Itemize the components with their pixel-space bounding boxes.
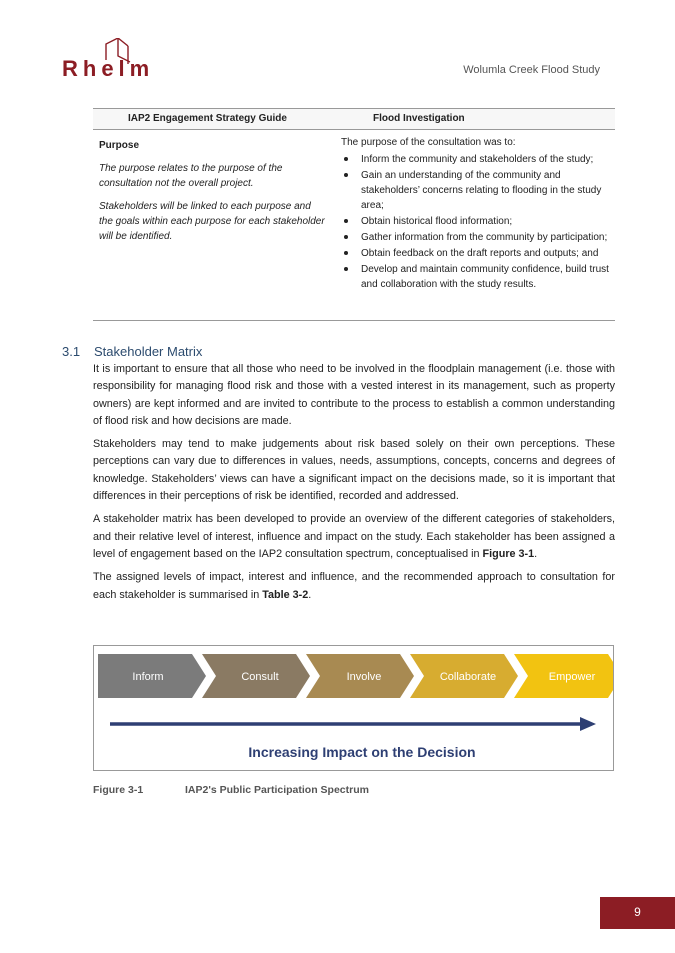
impact-arrow-label: Increasing Impact on the Decision bbox=[248, 744, 476, 760]
consultation-bullet-list bbox=[341, 152, 613, 292]
table-header-investigation: Flood Investigation bbox=[373, 113, 465, 124]
purpose-heading: Purpose bbox=[99, 140, 140, 151]
spectrum-diagram bbox=[94, 646, 613, 770]
document-title: Wolumla Creek Flood Study bbox=[463, 64, 600, 76]
purpose-para-1: The purpose relates to the purpose of the consultation not the overall project. bbox=[99, 163, 283, 189]
impact-arrow-head-icon bbox=[580, 717, 596, 731]
section-title: Stakeholder Matrix bbox=[94, 344, 203, 359]
section-number: 3.1 bbox=[62, 344, 81, 359]
paragraph-text: . bbox=[534, 547, 538, 560]
list-item: Inform the community and stakeholders of the study; bbox=[361, 152, 613, 167]
paragraph-text: . bbox=[308, 588, 312, 601]
spectrum-step-label: Consult bbox=[241, 671, 279, 683]
table-header-guide: IAP2 Engagement Strategy Guide bbox=[128, 113, 287, 124]
body-paragraph-2: Stakeholders may tend to make judgements about risk based solely on their own perceptions. These perceptions can vary due to differences in values, needs, assumptions, concepts, concerns and degrees of knowledge. Stakeholders’ views can have a significant impact on the decisions made, so it is important that differences in their perceptions of risk be identified, recorded and addressed. bbox=[93, 438, 615, 503]
body-paragraph-3 bbox=[93, 511, 615, 563]
company-logo bbox=[62, 38, 174, 80]
spectrum-step-label: Inform bbox=[132, 671, 164, 683]
paragraph-text: A stakeholder matrix has been developed to provide an overview of the different categories of stakeholders, and their relative level of interest, influence and impact on the study. Each stakeholder has been assigned a level of engagement based on the IAP2 consultation spectrum, conceptualised in bbox=[93, 513, 615, 560]
figure-caption-label: Figure 3-1 bbox=[93, 784, 144, 796]
spectrum-step-label: Collaborate bbox=[439, 671, 497, 683]
section-heading bbox=[62, 344, 202, 359]
spectrum-step-label: Involve bbox=[346, 671, 382, 683]
body-paragraph-4 bbox=[93, 569, 615, 604]
list-item: Gain an understanding of the community and stakeholders’ concerns relating to flooding in the study area; bbox=[361, 168, 613, 213]
table-reference-link[interactable]: Table 3-2 bbox=[262, 588, 309, 601]
section-body bbox=[93, 361, 615, 610]
figure-reference-link[interactable]: Figure 3-1 bbox=[482, 547, 535, 560]
page-number-badge: 9 bbox=[600, 897, 675, 929]
table-body-row bbox=[93, 130, 615, 321]
list-item: Develop and maintain community confidence, build trust and collaboration with the study results. bbox=[361, 262, 613, 292]
purpose-para-2: Stakeholders will be linked to each purpose and the goals within each purpose for each stakeholder will be identified. bbox=[99, 201, 325, 242]
table-cell-purpose bbox=[99, 138, 327, 252]
paragraph-text: The assigned levels of impact, interest and influence, and the recommended approach to consultation for each stakeholder is summarised in bbox=[93, 571, 615, 601]
body-paragraph-1: It is important to ensure that all those who need to be involved in the floodplain management (i.e. those with responsibility for managing flood risk and those with a vested interest in its management, such as property owners) are kept informed and are invited to contribute to the process to establish a common understanding of flood risk and how decisions are made. bbox=[93, 363, 615, 427]
figure-caption bbox=[93, 784, 369, 796]
list-item: Obtain feedback on the draft reports and outputs; and bbox=[361, 246, 613, 261]
table-cell-consultation bbox=[341, 135, 613, 293]
figure-caption-text: IAP2's Public Participation Spectrum bbox=[185, 784, 369, 796]
list-item: Gather information from the community by participation; bbox=[361, 230, 613, 245]
list-item: Obtain historical flood information; bbox=[361, 214, 613, 229]
spectrum-step-label: Empower bbox=[548, 671, 596, 683]
consultation-intro: The purpose of the consultation was to: bbox=[341, 137, 516, 148]
logo-wordmark: Rhelm bbox=[62, 56, 155, 81]
table-header-row bbox=[93, 108, 615, 130]
participation-spectrum-figure bbox=[93, 645, 614, 771]
engagement-table bbox=[93, 108, 615, 321]
